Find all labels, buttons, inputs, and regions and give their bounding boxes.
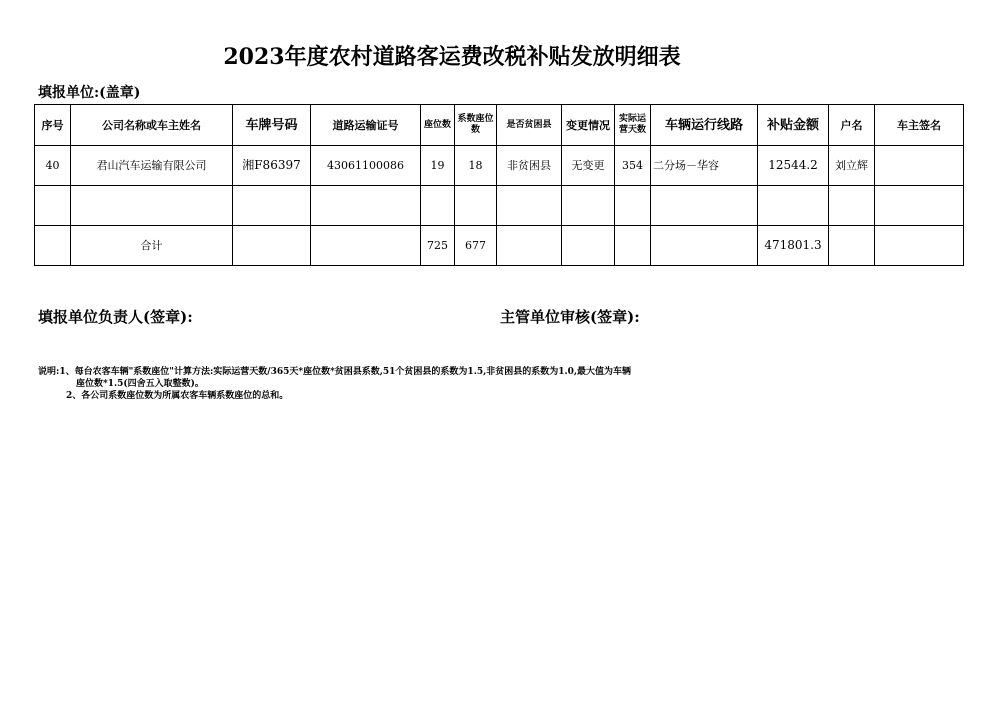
cell-permit xyxy=(311,186,421,226)
cell-company xyxy=(71,186,233,226)
header-route: 车辆运行线路 xyxy=(651,105,758,146)
cell-poor-county xyxy=(497,186,562,226)
cell-signature xyxy=(875,146,964,186)
header-change: 变更情况 xyxy=(562,105,615,146)
note-line: 座位数*1.5(四舍五入取整数)。 xyxy=(76,379,204,389)
header-poor-county: 是否贫困县 xyxy=(497,105,562,146)
cell-amount xyxy=(758,186,829,226)
cell-seats xyxy=(421,186,455,226)
table-header-row xyxy=(35,105,964,146)
table-row xyxy=(35,146,964,186)
header-amount: 补贴金额 xyxy=(758,105,829,146)
cell-seats: 19 xyxy=(421,146,455,186)
header-seats: 座位数 xyxy=(421,105,455,146)
total-coef-seats: 677 xyxy=(455,226,497,266)
unit-leader-signature-label: 填报单位负责人(签章): xyxy=(38,308,193,326)
cell-route xyxy=(651,186,758,226)
cell-plate xyxy=(233,186,311,226)
total-amount: 471801.3 xyxy=(758,226,829,266)
cell-coef-seats xyxy=(455,186,497,226)
cell-plate: 湘F86397 xyxy=(233,146,311,186)
table-row xyxy=(35,186,964,226)
header-days: 实际运营天数 xyxy=(615,105,651,146)
cell-change: 无变更 xyxy=(562,146,615,186)
header-index: 序号 xyxy=(35,105,71,146)
notes xyxy=(38,366,718,402)
cell-index xyxy=(35,186,71,226)
page-title: 2023年度农村道路客运费改税补贴发放明细表 xyxy=(223,44,681,70)
cell-index: 40 xyxy=(35,146,71,186)
cell-permit: 43061100086 xyxy=(311,146,421,186)
cell-amount: 12544.2 xyxy=(758,146,829,186)
cell-poor-county: 非贫困县 xyxy=(497,146,562,186)
cell-days: 354 xyxy=(615,146,651,186)
header-plate: 车牌号码 xyxy=(233,105,311,146)
reporting-unit-label: 填报单位:(盖章) xyxy=(38,85,141,101)
supervisor-review-label: 主管单位审核(签章): xyxy=(500,308,640,326)
cell-account-name: 刘立辉 xyxy=(829,146,875,186)
subsidy-table xyxy=(34,104,964,266)
cell-signature xyxy=(875,186,964,226)
cell-route: 二分场－华容 xyxy=(651,146,758,186)
total-seats: 725 xyxy=(421,226,455,266)
table-total-row xyxy=(35,226,964,266)
header-account-name: 户名 xyxy=(829,105,875,146)
cell-company: 君山汽车运输有限公司 xyxy=(71,146,233,186)
cell-account-name xyxy=(829,186,875,226)
cell-days xyxy=(615,186,651,226)
header-coef-seats: 系数座位数 xyxy=(455,105,497,146)
note-line: 说明:1、每台农客车辆"系数座位"计算方法:实际运营天数/365天*座位数*贫困县系数,51个贫困县的系数为1.5,非贫困县的系数为1.0,最大值为车辆 xyxy=(38,367,632,377)
header-signature: 车主签名 xyxy=(875,105,964,146)
header-permit: 道路运输证号 xyxy=(311,105,421,146)
header-company: 公司名称或车主姓名 xyxy=(71,105,233,146)
note-line: 2、各公司系数座位数为所属农客车辆系数座位的总和。 xyxy=(66,391,289,401)
cell-change xyxy=(562,186,615,226)
total-label: 合计 xyxy=(71,226,233,266)
cell-coef-seats: 18 xyxy=(455,146,497,186)
